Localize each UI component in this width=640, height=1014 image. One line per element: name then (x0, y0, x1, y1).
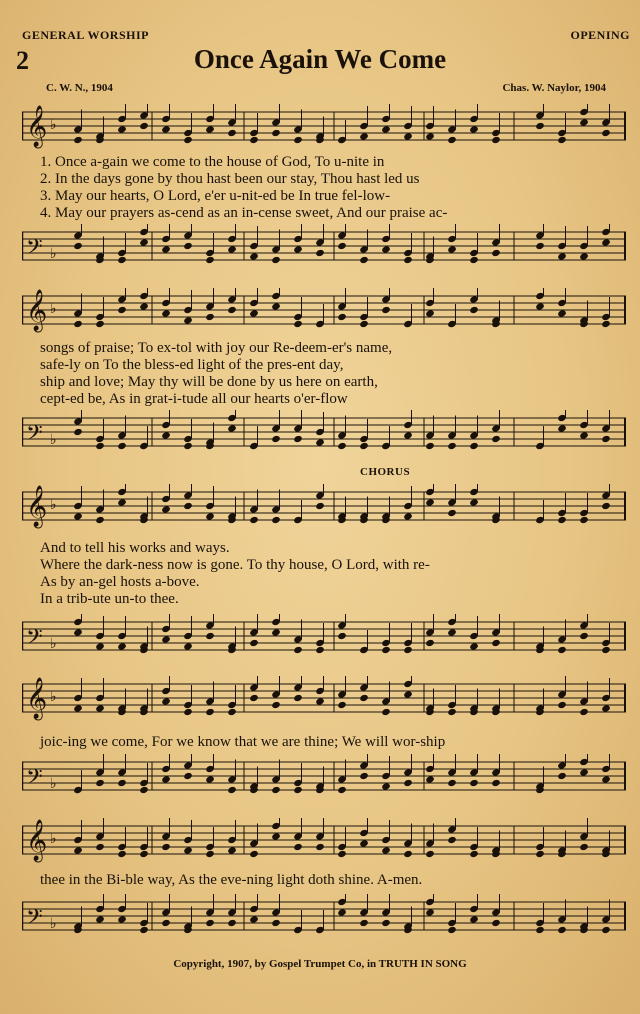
note-head (271, 701, 281, 709)
note-head (557, 516, 567, 524)
note-head (271, 302, 281, 310)
note-head (403, 431, 413, 439)
treble-clef-icon: 𝄞 (26, 486, 48, 527)
note-head (183, 642, 193, 650)
note-head (469, 779, 479, 787)
note-head (601, 238, 611, 246)
note-head (469, 850, 479, 858)
copyright-notice: Copyright, 1907, by Gospel Trumpet Co, in TRUTH IN SONG (173, 958, 467, 970)
words-credit: C. W. N., 1904 (46, 82, 113, 94)
note-head (337, 242, 347, 250)
note-head (73, 628, 83, 636)
note-head (337, 786, 347, 794)
note-head (447, 779, 457, 787)
note-head (95, 843, 105, 851)
bass-clef-icon: 𝄢 (26, 765, 43, 795)
note-head (447, 136, 457, 144)
note-head (227, 919, 237, 927)
note-head (73, 136, 83, 144)
note-head (117, 779, 127, 787)
note-head (381, 708, 391, 716)
bass-staff-2 (22, 410, 626, 458)
note-head (535, 302, 545, 310)
treble-staff-1 (22, 104, 626, 152)
note-head (183, 442, 193, 450)
note-head (535, 122, 545, 130)
lyric-line: In a trib-ute un-to thee. (40, 591, 179, 607)
note-head (73, 512, 83, 520)
note-head (535, 850, 545, 858)
note-head (557, 646, 567, 654)
lyric-line: songs of praise; To ex-tol with joy our Re-deem-er's name, (40, 340, 393, 356)
flat-key-signature-icon: ♭ (50, 831, 57, 847)
note-head (183, 846, 193, 854)
note-head (579, 516, 589, 524)
note-head (205, 775, 215, 783)
note-head (249, 850, 259, 858)
note-head (337, 908, 347, 916)
note-head (469, 498, 479, 506)
lyric-line: safe-ly on To the bless-ed light of the pres-ent day, (40, 357, 344, 373)
note-head (117, 498, 127, 506)
note-head (117, 850, 127, 858)
note-head (601, 646, 611, 654)
note-head (95, 442, 105, 450)
note-head (557, 136, 567, 144)
note-head (381, 125, 391, 133)
note-head (183, 136, 193, 144)
note-head (249, 639, 259, 647)
note-head (601, 704, 611, 712)
note-head (73, 846, 83, 854)
note-head (205, 632, 215, 640)
lyrics-block-2 (40, 340, 610, 408)
lyric-line: joic-ing we come, For we know that we are thine; We will wor-ship (40, 734, 446, 750)
note-head (403, 512, 413, 520)
note-head (161, 245, 171, 253)
note-head (579, 632, 589, 640)
note-head (491, 136, 501, 144)
note-head (249, 915, 259, 923)
flat-key-signature-icon: ♭ (50, 246, 57, 262)
note-head (95, 516, 105, 524)
note-head (425, 309, 435, 317)
lyric-line: Where the dark-ness now is gone. To thy house, O Lord, with re- (40, 557, 430, 573)
note-head (227, 424, 237, 432)
note-head (381, 306, 391, 314)
flat-key-signature-icon: ♭ (50, 117, 57, 133)
note-head (95, 704, 105, 712)
note-head (117, 642, 127, 650)
note-head (73, 320, 83, 328)
note-head (359, 839, 369, 847)
note-head (403, 646, 413, 654)
note-head (337, 632, 347, 640)
note-head (491, 249, 501, 257)
lyric-line: ship and love; May thy will be done by us here on earth, (40, 374, 378, 390)
note-head (491, 435, 501, 443)
note-head (315, 438, 325, 446)
note-head (469, 306, 479, 314)
treble-staff-5 (22, 818, 626, 866)
note-head (227, 846, 237, 854)
note-head (601, 775, 611, 783)
note-head (205, 919, 215, 927)
note-head (601, 320, 611, 328)
note-head (293, 435, 303, 443)
note-head (425, 908, 435, 916)
note-head (469, 915, 479, 923)
note-head (249, 694, 259, 702)
note-head (359, 256, 369, 264)
note-head (447, 509, 457, 517)
note-head (447, 708, 457, 716)
note-head (161, 919, 171, 927)
note-head (249, 252, 259, 260)
note-head (139, 238, 149, 246)
note-head (205, 512, 215, 520)
music-credit: Chas. W. Naylor, 1904 (502, 82, 606, 94)
note-head (601, 129, 611, 137)
note-head (337, 313, 347, 321)
note-head (161, 125, 171, 133)
note-head (337, 850, 347, 858)
note-head (579, 431, 589, 439)
note-head (535, 242, 545, 250)
note-head (403, 690, 413, 698)
category-header: OPENING (570, 28, 630, 42)
note-head (161, 775, 171, 783)
treble-staff-4 (22, 676, 626, 724)
note-head (271, 919, 281, 927)
note-head (271, 129, 281, 137)
note-head (403, 132, 413, 140)
note-head (249, 136, 259, 144)
note-head (403, 779, 413, 787)
note-head (271, 628, 281, 636)
bass-staff-3 (22, 614, 626, 662)
note-head (73, 704, 83, 712)
note-head (227, 786, 237, 794)
note-head (557, 424, 567, 432)
bass-clef-icon: 𝄢 (26, 625, 43, 655)
hymn-number: 2 (16, 46, 29, 75)
note-head (359, 772, 369, 780)
note-head (425, 442, 435, 450)
note-head (293, 136, 303, 144)
note-head (359, 919, 369, 927)
note-head (381, 245, 391, 253)
lyric-line: thee in the Bi-ble way, As the eve-ning light doth shine. A-men. (40, 872, 423, 888)
lyric-line: As by an-gel hosts a-bove. (40, 574, 200, 590)
note-head (161, 843, 171, 851)
note-head (117, 256, 127, 264)
flat-key-signature-icon: ♭ (50, 301, 57, 317)
note-head (491, 779, 501, 787)
flat-key-signature-icon: ♭ (50, 432, 57, 448)
note-head (205, 850, 215, 858)
note-head (359, 694, 369, 702)
note-head (601, 926, 611, 934)
lyric-line: 4. May our prayers as-cend as an in-cense sweet, And our praise ac- (40, 205, 448, 221)
lyric-line: And to tell his works and ways. (40, 540, 230, 556)
note-head (249, 309, 259, 317)
note-head (491, 919, 501, 927)
note-head (557, 701, 567, 709)
bass-staff-4 (22, 754, 626, 802)
note-head (271, 435, 281, 443)
note-head (381, 646, 391, 654)
note-head (425, 850, 435, 858)
note-head (205, 256, 215, 264)
bass-staff-1 (22, 224, 626, 272)
note-head (293, 786, 303, 794)
note-head (293, 320, 303, 328)
note-head (183, 708, 193, 716)
note-head (601, 502, 611, 510)
note-head (315, 502, 325, 510)
note-head (293, 245, 303, 253)
note-head (579, 118, 589, 126)
note-head (139, 926, 149, 934)
note-head (315, 646, 325, 654)
note-head (227, 708, 237, 716)
note-head (425, 639, 435, 647)
note-head (579, 843, 589, 851)
note-head (381, 782, 391, 790)
note-head (161, 431, 171, 439)
note-head (557, 309, 567, 317)
treble-clef-icon: 𝄞 (26, 678, 48, 719)
treble-staff-3 (22, 484, 626, 532)
bass-staff-5 (22, 894, 626, 942)
treble-clef-icon: 𝄞 (26, 106, 48, 147)
note-head (557, 252, 567, 260)
note-head (95, 779, 105, 787)
note-head (139, 122, 149, 130)
note-head (535, 926, 545, 934)
treble-clef-icon: 𝄞 (26, 290, 48, 331)
note-head (73, 428, 83, 436)
note-head (425, 775, 435, 783)
treble-staff-2 (22, 288, 626, 336)
lyrics-block-5 (40, 872, 610, 889)
lyric-line: 1. Once a-gain we come to the house of God, To u-nite in (40, 154, 385, 170)
bass-clef-icon: 𝄢 (26, 905, 43, 935)
note-head (469, 642, 479, 650)
bass-clef-icon: 𝄢 (26, 421, 43, 451)
note-head (271, 832, 281, 840)
note-head (359, 132, 369, 140)
note-head (579, 768, 589, 776)
flat-key-signature-icon: ♭ (50, 497, 57, 513)
note-head (183, 242, 193, 250)
note-head (95, 915, 105, 923)
note-head (227, 306, 237, 314)
flat-key-signature-icon: ♭ (50, 776, 57, 792)
note-head (469, 442, 479, 450)
hymn-title: Once Again We Come (193, 44, 447, 74)
note-head (205, 125, 215, 133)
note-head (315, 249, 325, 257)
note-head (73, 242, 83, 250)
note-head (381, 919, 391, 927)
note-head (227, 245, 237, 253)
flat-key-signature-icon: ♭ (50, 689, 57, 705)
note-head (161, 309, 171, 317)
section-header: GENERAL WORSHIP (22, 28, 149, 42)
note-head (161, 697, 171, 705)
note-head (249, 516, 259, 524)
flat-key-signature-icon: ♭ (50, 636, 57, 652)
note-head (447, 836, 457, 844)
note-head (183, 502, 193, 510)
note-head (447, 926, 457, 934)
note-head (271, 256, 281, 264)
note-head (271, 516, 281, 524)
note-head (381, 846, 391, 854)
note-head (447, 628, 457, 636)
lyrics-block-4 (40, 734, 610, 751)
note-head (293, 646, 303, 654)
note-head (579, 708, 589, 716)
note-head (469, 256, 479, 264)
note-head (117, 442, 127, 450)
note-head (425, 132, 435, 140)
note-head (425, 498, 435, 506)
note-head (139, 786, 149, 794)
flat-key-signature-icon: ♭ (50, 916, 57, 932)
note-head (293, 843, 303, 851)
note-head (183, 772, 193, 780)
lyrics-block-1 (40, 154, 610, 222)
note-head (557, 926, 567, 934)
note-head (337, 701, 347, 709)
note-head (117, 306, 127, 314)
note-head (117, 125, 127, 133)
note-head (205, 708, 215, 716)
note-head (315, 843, 325, 851)
note-head (227, 129, 237, 137)
note-head (403, 256, 413, 264)
note-head (271, 786, 281, 794)
note-head (95, 320, 105, 328)
note-head (359, 320, 369, 328)
note-head (293, 694, 303, 702)
lyrics-block-3 (40, 540, 610, 608)
note-head (447, 442, 457, 450)
lyric-line: 3. May our hearts, O Lord, e'er u-nit-ed be In true fel-low- (40, 188, 391, 204)
note-head (161, 505, 171, 513)
note-head (579, 252, 589, 260)
note-head (359, 442, 369, 450)
note-head (337, 442, 347, 450)
note-head (161, 635, 171, 643)
lyric-line: cept-ed be, As in grat-i-tude all our hearts o'er-flow (40, 391, 348, 407)
note-head (469, 125, 479, 133)
note-head (403, 850, 413, 858)
note-head (183, 316, 193, 324)
lyric-line: 2. In the days gone by thou hast been our stay, Thou hast led us (40, 171, 420, 187)
note-head (557, 772, 567, 780)
note-head (139, 850, 149, 858)
note-head (95, 642, 105, 650)
bass-clef-icon: 𝄢 (26, 235, 43, 265)
note-head (205, 313, 215, 321)
note-head (315, 697, 325, 705)
note-head (139, 302, 149, 310)
treble-clef-icon: 𝄞 (26, 820, 48, 861)
chorus-label: CHORUS (360, 466, 411, 478)
note-head (491, 639, 501, 647)
note-head (117, 915, 127, 923)
note-head (447, 245, 457, 253)
note-head (601, 435, 611, 443)
